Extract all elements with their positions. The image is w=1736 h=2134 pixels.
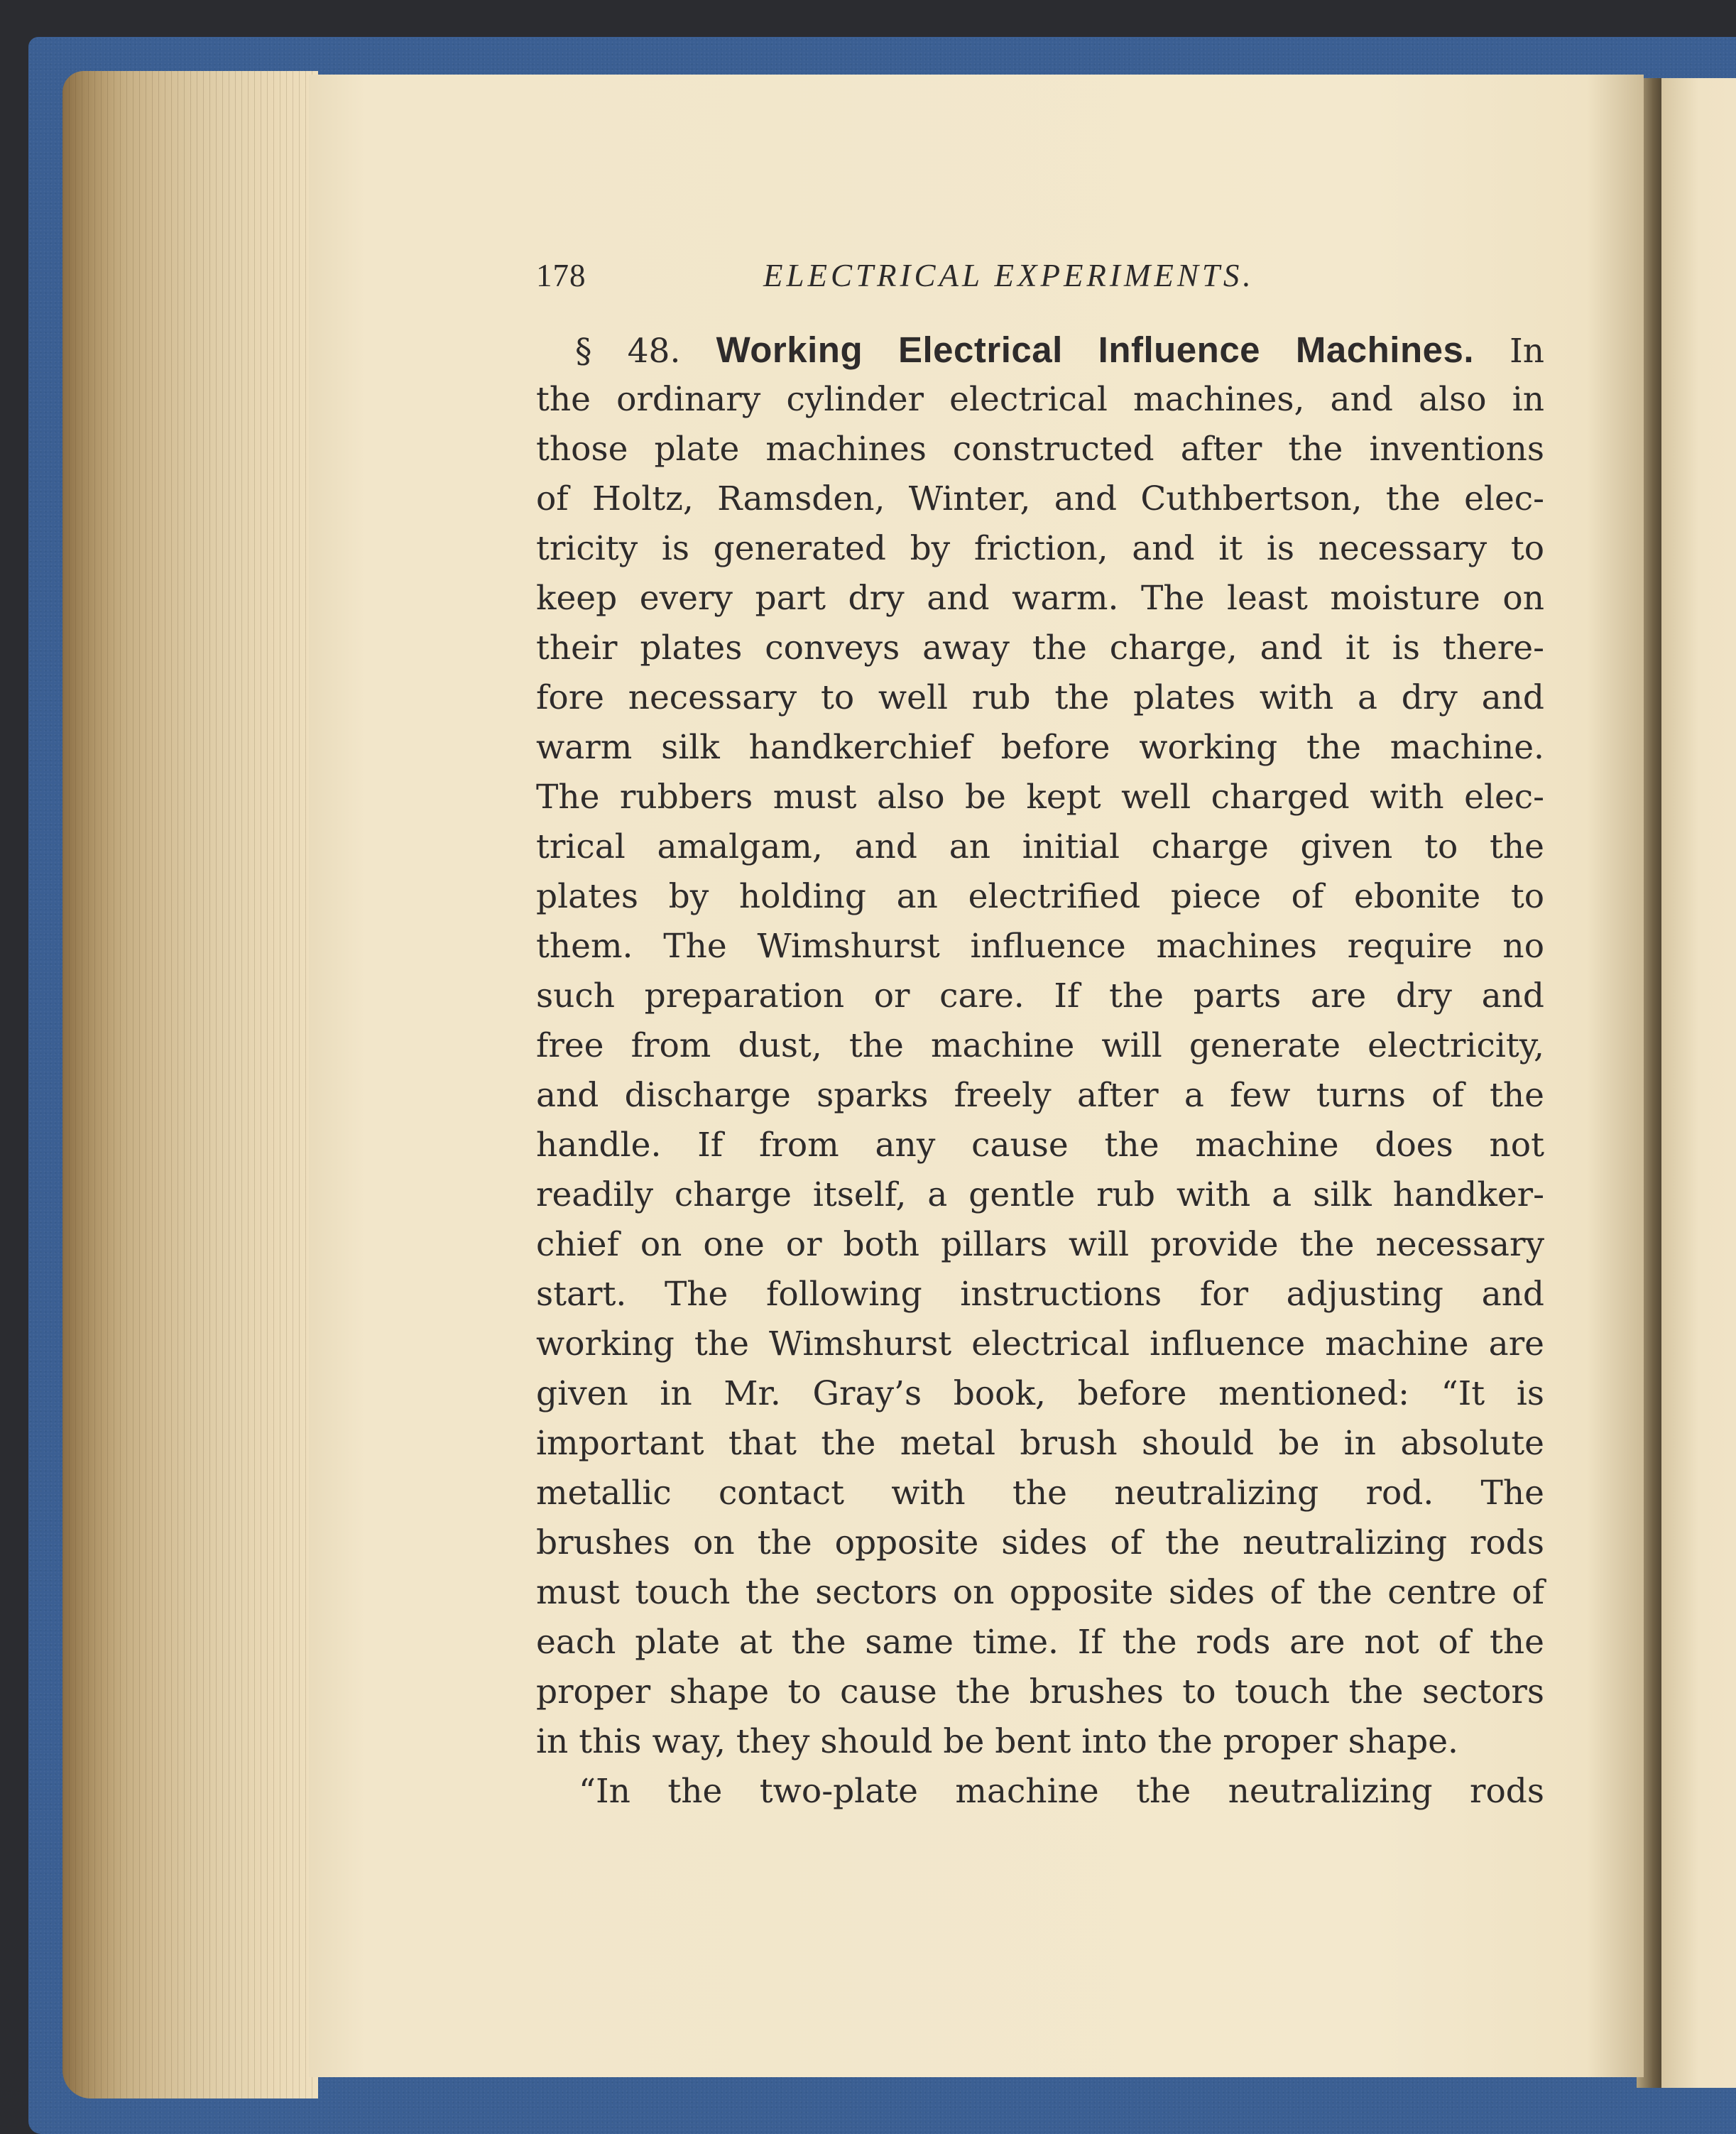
text-line: The rubbers must also be kept well charged with elec- xyxy=(536,778,1544,817)
text-line: of Holtz, Ramsden, Winter, and Cuthbertson, the elec- xyxy=(536,479,1544,518)
text-line: given in Mr. Gray’s book, before mentioned: “It is xyxy=(536,1374,1544,1413)
text-line: plates by holding an electrified piece of ebonite to xyxy=(536,877,1544,916)
section-number: § 48. xyxy=(575,332,681,371)
text-line: those plate machines constructed after the inventions xyxy=(536,430,1544,469)
text-line: brushes on the opposite sides of the neutralizing rods xyxy=(536,1523,1544,1562)
text-line: them. The Wimshurst influence machines require no xyxy=(536,927,1544,966)
text-line: must touch the sectors on opposite sides of the centre of xyxy=(536,1573,1544,1612)
text-line: trical amalgam, and an initial charge given to the xyxy=(536,827,1544,866)
text-line: working the Wimshurst electrical influence machine are xyxy=(536,1324,1544,1363)
page-number: 178 xyxy=(536,258,586,293)
text-line: free from dust, the machine will generate electricity, xyxy=(536,1026,1544,1065)
page-edges xyxy=(62,71,318,2098)
text-line: fore necessary to well rub the plates with a dry and xyxy=(536,678,1544,717)
text-line: keep every part dry and warm. The least moisture on xyxy=(536,579,1544,618)
text-line: tricity is generated by friction, and it is necessary to xyxy=(536,529,1544,568)
text-line: warm silk handkerchief before working the machine. xyxy=(536,728,1544,767)
text-line: metallic contact with the neutralizing rod. The xyxy=(536,1474,1544,1513)
text-line: important that the metal brush should be in absolute xyxy=(536,1424,1544,1463)
text-line: “In the two-plate machine the neutralizing rods xyxy=(579,1772,1544,1811)
running-title: ELECTRICAL EXPERIMENTS. xyxy=(763,258,1255,293)
text-line xyxy=(536,325,1544,375)
text-line: handle. If from any cause the machine does not xyxy=(536,1126,1544,1165)
text-line: and discharge sparks freely after a few turns of the xyxy=(536,1076,1544,1115)
text-line-fragment: In xyxy=(1510,332,1545,371)
text-line: each plate at the same time. If the rods are not of the xyxy=(536,1623,1544,1662)
text-line: such preparation or care. If the parts are dry and xyxy=(536,976,1544,1016)
text-line: start. The following instructions for adjusting and xyxy=(536,1275,1544,1314)
text-line: readily charge itself, a gentle rub with a silk handker- xyxy=(536,1175,1544,1214)
section-heading: Working Electrical Influence Machines. xyxy=(716,330,1475,370)
text-line: the ordinary cylinder electrical machines, and also in xyxy=(536,380,1544,419)
text-line: in this way, they should be bent into the proper shape. xyxy=(536,1722,1458,1761)
page-header xyxy=(536,257,1544,300)
text-line: their plates conveys away the charge, and it is there- xyxy=(536,628,1544,668)
facing-page-edge xyxy=(1661,78,1736,2088)
text-line: proper shape to cause the brushes to touch the sectors xyxy=(536,1672,1544,1711)
text-line: chief on one or both pillars will provide the necessary xyxy=(536,1225,1544,1264)
body-text xyxy=(536,325,1544,1817)
